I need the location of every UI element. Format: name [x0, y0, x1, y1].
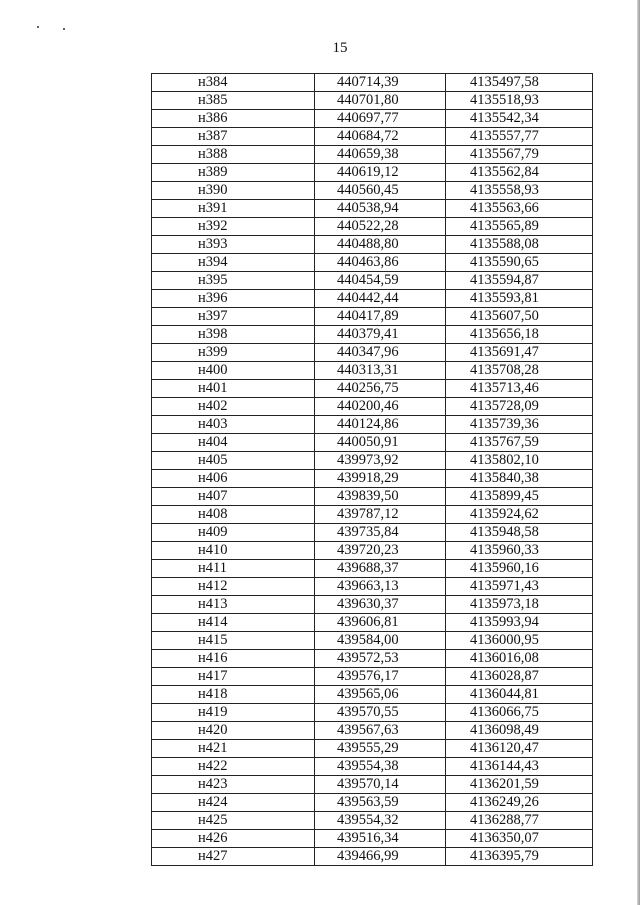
point-id-cell: н404	[152, 434, 315, 452]
x-coordinate-cell: 440050,91	[315, 434, 446, 452]
coordinates-table-body	[152, 74, 593, 866]
table-row	[152, 488, 593, 506]
table-row	[152, 506, 593, 524]
table-row	[152, 686, 593, 704]
table-row	[152, 524, 593, 542]
y-coordinate-cell: 4135497,58	[446, 74, 593, 92]
y-coordinate-cell: 4135948,58	[446, 524, 593, 542]
y-coordinate-cell: 4136000,95	[446, 632, 593, 650]
x-coordinate-cell: 440124,86	[315, 416, 446, 434]
y-coordinate-cell: 4135567,79	[446, 146, 593, 164]
scan-speck	[63, 28, 65, 30]
y-coordinate-cell: 4136350,07	[446, 830, 593, 848]
x-coordinate-cell: 439787,12	[315, 506, 446, 524]
table-row	[152, 110, 593, 128]
table-row	[152, 740, 593, 758]
y-coordinate-cell: 4135739,36	[446, 416, 593, 434]
x-coordinate-cell: 439663,13	[315, 578, 446, 596]
table-row	[152, 218, 593, 236]
x-coordinate-cell: 440619,12	[315, 164, 446, 182]
table-row	[152, 596, 593, 614]
point-id-cell: н385	[152, 92, 315, 110]
point-id-cell: н386	[152, 110, 315, 128]
point-id-cell: н403	[152, 416, 315, 434]
page-number: 15	[332, 40, 348, 56]
x-coordinate-cell: 440442,44	[315, 290, 446, 308]
point-id-cell: н427	[152, 848, 315, 866]
table-row	[152, 578, 593, 596]
y-coordinate-cell: 4135594,87	[446, 272, 593, 290]
point-id-cell: н398	[152, 326, 315, 344]
x-coordinate-cell: 439630,37	[315, 596, 446, 614]
y-coordinate-cell: 4135590,65	[446, 254, 593, 272]
x-coordinate-cell: 440379,41	[315, 326, 446, 344]
table-row	[152, 452, 593, 470]
point-id-cell: н417	[152, 668, 315, 686]
x-coordinate-cell: 440714,39	[315, 74, 446, 92]
y-coordinate-cell: 4135562,84	[446, 164, 593, 182]
y-coordinate-cell: 4136120,47	[446, 740, 593, 758]
x-coordinate-cell: 440488,80	[315, 236, 446, 254]
x-coordinate-cell: 439606,81	[315, 614, 446, 632]
x-coordinate-cell: 440313,31	[315, 362, 446, 380]
y-coordinate-cell: 4135708,28	[446, 362, 593, 380]
x-coordinate-cell: 439720,23	[315, 542, 446, 560]
table-row	[152, 632, 593, 650]
x-coordinate-cell: 440417,89	[315, 308, 446, 326]
table-row	[152, 128, 593, 146]
table-row	[152, 380, 593, 398]
x-coordinate-cell: 439735,84	[315, 524, 446, 542]
x-coordinate-cell: 439567,63	[315, 722, 446, 740]
table-row	[152, 146, 593, 164]
point-id-cell: н389	[152, 164, 315, 182]
x-coordinate-cell: 439570,14	[315, 776, 446, 794]
y-coordinate-cell: 4135960,16	[446, 560, 593, 578]
x-coordinate-cell: 440701,80	[315, 92, 446, 110]
table-row	[152, 848, 593, 866]
y-coordinate-cell: 4136395,79	[446, 848, 593, 866]
point-id-cell: н419	[152, 704, 315, 722]
x-coordinate-cell: 439688,37	[315, 560, 446, 578]
point-id-cell: н401	[152, 380, 315, 398]
point-id-cell: н400	[152, 362, 315, 380]
x-coordinate-cell: 440454,59	[315, 272, 446, 290]
y-coordinate-cell: 4136016,08	[446, 650, 593, 668]
table-row	[152, 254, 593, 272]
x-coordinate-cell: 440684,72	[315, 128, 446, 146]
y-coordinate-cell: 4136201,59	[446, 776, 593, 794]
table-row	[152, 560, 593, 578]
point-id-cell: н423	[152, 776, 315, 794]
table-row	[152, 308, 593, 326]
x-coordinate-cell: 440463,86	[315, 254, 446, 272]
x-coordinate-cell: 439918,29	[315, 470, 446, 488]
y-coordinate-cell: 4136028,87	[446, 668, 593, 686]
point-id-cell: н397	[152, 308, 315, 326]
y-coordinate-cell: 4135993,94	[446, 614, 593, 632]
x-coordinate-cell: 439563,59	[315, 794, 446, 812]
y-coordinate-cell: 4135557,77	[446, 128, 593, 146]
table-row	[152, 668, 593, 686]
y-coordinate-cell: 4135588,08	[446, 236, 593, 254]
x-coordinate-cell: 440538,94	[315, 200, 446, 218]
y-coordinate-cell: 4136288,77	[446, 812, 593, 830]
point-id-cell: н384	[152, 74, 315, 92]
table-row	[152, 164, 593, 182]
table-row	[152, 344, 593, 362]
point-id-cell: н421	[152, 740, 315, 758]
point-id-cell: н393	[152, 236, 315, 254]
x-coordinate-cell: 439554,38	[315, 758, 446, 776]
point-id-cell: н418	[152, 686, 315, 704]
y-coordinate-cell: 4136249,26	[446, 794, 593, 812]
point-id-cell: н394	[152, 254, 315, 272]
point-id-cell: н405	[152, 452, 315, 470]
point-id-cell: н406	[152, 470, 315, 488]
point-id-cell: н388	[152, 146, 315, 164]
y-coordinate-cell: 4135924,62	[446, 506, 593, 524]
x-coordinate-cell: 440347,96	[315, 344, 446, 362]
y-coordinate-cell: 4135518,93	[446, 92, 593, 110]
point-id-cell: н395	[152, 272, 315, 290]
x-coordinate-cell: 440560,45	[315, 182, 446, 200]
y-coordinate-cell: 4135713,46	[446, 380, 593, 398]
table-row	[152, 614, 593, 632]
x-coordinate-cell: 440659,38	[315, 146, 446, 164]
point-id-cell: н402	[152, 398, 315, 416]
point-id-cell: н422	[152, 758, 315, 776]
table-row	[152, 650, 593, 668]
point-id-cell: н411	[152, 560, 315, 578]
y-coordinate-cell: 4135973,18	[446, 596, 593, 614]
point-id-cell: н412	[152, 578, 315, 596]
point-id-cell: н391	[152, 200, 315, 218]
x-coordinate-cell: 439973,92	[315, 452, 446, 470]
table-row	[152, 362, 593, 380]
y-coordinate-cell: 4135542,34	[446, 110, 593, 128]
x-coordinate-cell: 439565,06	[315, 686, 446, 704]
table-row	[152, 830, 593, 848]
x-coordinate-cell: 439516,34	[315, 830, 446, 848]
table-row	[152, 470, 593, 488]
y-coordinate-cell: 4135656,18	[446, 326, 593, 344]
x-coordinate-cell: 439584,00	[315, 632, 446, 650]
y-coordinate-cell: 4135899,45	[446, 488, 593, 506]
table-row	[152, 704, 593, 722]
point-id-cell: н387	[152, 128, 315, 146]
point-id-cell: н420	[152, 722, 315, 740]
y-coordinate-cell: 4135593,81	[446, 290, 593, 308]
table-row	[152, 272, 593, 290]
table-row	[152, 200, 593, 218]
point-id-cell: н399	[152, 344, 315, 362]
y-coordinate-cell: 4136144,43	[446, 758, 593, 776]
scan-speck	[37, 26, 39, 28]
table-row	[152, 290, 593, 308]
table-row	[152, 326, 593, 344]
x-coordinate-cell: 439554,32	[315, 812, 446, 830]
table-row	[152, 722, 593, 740]
x-coordinate-cell: 439466,99	[315, 848, 446, 866]
y-coordinate-cell: 4135840,38	[446, 470, 593, 488]
point-id-cell: н392	[152, 218, 315, 236]
table-row	[152, 776, 593, 794]
table-row	[152, 416, 593, 434]
point-id-cell: н396	[152, 290, 315, 308]
y-coordinate-cell: 4135728,09	[446, 398, 593, 416]
y-coordinate-cell: 4136098,49	[446, 722, 593, 740]
x-coordinate-cell: 439839,50	[315, 488, 446, 506]
point-id-cell: н390	[152, 182, 315, 200]
point-id-cell: н409	[152, 524, 315, 542]
point-id-cell: н414	[152, 614, 315, 632]
x-coordinate-cell: 439576,17	[315, 668, 446, 686]
table-row	[152, 182, 593, 200]
y-coordinate-cell: 4136066,75	[446, 704, 593, 722]
y-coordinate-cell: 4135607,50	[446, 308, 593, 326]
point-id-cell: н407	[152, 488, 315, 506]
table-row	[152, 236, 593, 254]
y-coordinate-cell: 4135802,10	[446, 452, 593, 470]
y-coordinate-cell: 4135971,43	[446, 578, 593, 596]
y-coordinate-cell: 4135565,89	[446, 218, 593, 236]
y-coordinate-cell: 4135563,66	[446, 200, 593, 218]
point-id-cell: н426	[152, 830, 315, 848]
point-id-cell: н408	[152, 506, 315, 524]
table-row	[152, 398, 593, 416]
table-row	[152, 812, 593, 830]
table-row	[152, 92, 593, 110]
x-coordinate-cell: 440200,46	[315, 398, 446, 416]
x-coordinate-cell: 439572,53	[315, 650, 446, 668]
x-coordinate-cell: 440522,28	[315, 218, 446, 236]
table-row	[152, 758, 593, 776]
y-coordinate-cell: 4135767,59	[446, 434, 593, 452]
table-row	[152, 74, 593, 92]
point-id-cell: н415	[152, 632, 315, 650]
x-coordinate-cell: 440697,77	[315, 110, 446, 128]
y-coordinate-cell: 4135691,47	[446, 344, 593, 362]
y-coordinate-cell: 4136044,81	[446, 686, 593, 704]
coordinates-table	[151, 73, 593, 866]
table-row	[152, 434, 593, 452]
point-id-cell: н413	[152, 596, 315, 614]
point-id-cell: н416	[152, 650, 315, 668]
point-id-cell: н424	[152, 794, 315, 812]
y-coordinate-cell: 4135960,33	[446, 542, 593, 560]
y-coordinate-cell: 4135558,93	[446, 182, 593, 200]
point-id-cell: н410	[152, 542, 315, 560]
x-coordinate-cell: 439555,29	[315, 740, 446, 758]
x-coordinate-cell: 440256,75	[315, 380, 446, 398]
table-row	[152, 542, 593, 560]
x-coordinate-cell: 439570,55	[315, 704, 446, 722]
point-id-cell: н425	[152, 812, 315, 830]
table-row	[152, 794, 593, 812]
